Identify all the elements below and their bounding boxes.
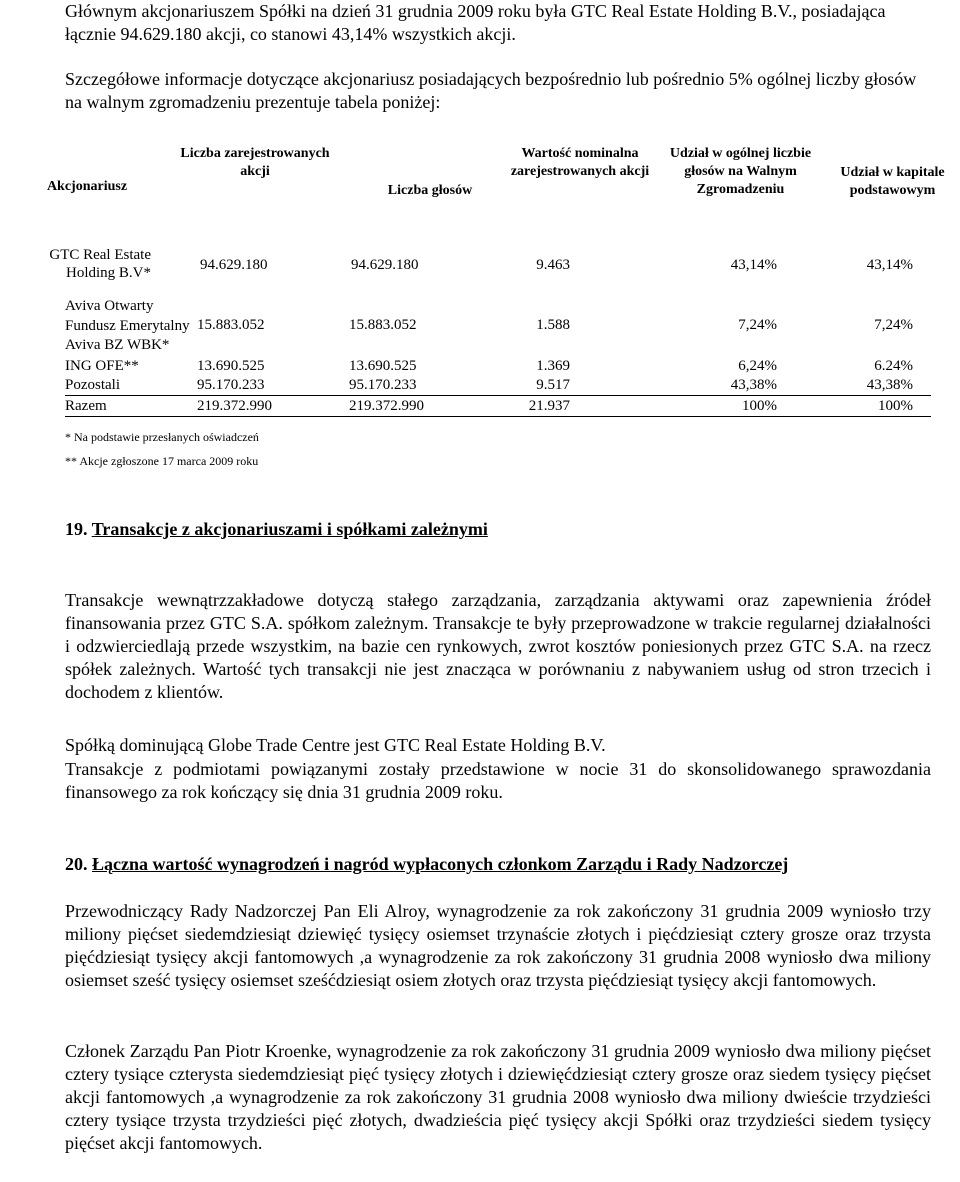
cell-vote-share: 43,38% [730, 377, 777, 393]
section-19-paragraph-1: Transakcje wewnątrzzakładowe dotyczą stałego zarządzania, zarządzania aktywami oraz zapewnienia źródeł finansowania przez GTC S.A. spółkom zależnym. Transakcje te były przeprowadzone w trakcie regularnej działalności i odzwierciedlają przede wszystkim, na bazie cen rynkowych, zwrot kosztów poniesionych przez GTC S.A. na rzecz spółek zależnych. Wartość tych transakcji nie jest znacząca w porównaniu z nabywaniem usług od stron trzecich i dochodem z klientów. [65, 590, 931, 702]
cell-nominal: 1.369 [536, 358, 570, 374]
header-shares: Liczba zarejestrowanych akcji [180, 146, 330, 179]
cell-capital-share: 7,24% [874, 317, 913, 333]
cell-vote-share: 6,24% [738, 358, 777, 374]
intro-paragraph-2: Szczegółowe informacje dotyczące akcjonariusz posiadających bezpośrednio lub pośrednio 5% ogólnej liczby głosów na walnym zgromadzeniu prezentuje tabela poniżej: [65, 69, 917, 112]
cell-nominal: 1.588 [536, 317, 570, 333]
table-rule [65, 416, 931, 417]
cell-vote-share: 100% [742, 398, 777, 414]
cell-vote-share: 7,24% [738, 317, 777, 333]
header-holder: Akcjonariusz [46, 179, 128, 194]
cell-nominal: 21.937 [528, 398, 570, 414]
cell-vote-share: 43,14% [730, 257, 777, 273]
cell-shares: 95.170.233 [197, 377, 265, 393]
cell-holder: Pozostali [65, 377, 120, 393]
cell-shares: 94.629.180 [200, 257, 268, 273]
cell-votes: 94.629.180 [351, 257, 419, 273]
cell-votes: 13.690.525 [349, 358, 417, 374]
section-19-number: 19. [65, 519, 88, 539]
section-19-title: Transakcje z akcjonariuszami i spółkami zależnymi [91, 519, 488, 539]
header-capital-share: Udział w kapitale podstawowym [840, 165, 945, 198]
cell-capital-share: 100% [878, 398, 913, 414]
section-20-title: Łączna wartość wynagrodzeń i nagród wypłaconych członkom Zarządu i Rady Nadzorczej [92, 854, 789, 874]
section-20-number: 20. [65, 854, 88, 874]
section-19-heading [65, 518, 488, 541]
cell-holder: Aviva Otwarty Fundusz Emerytalny [65, 298, 190, 334]
table-rule [65, 395, 931, 396]
cell-votes: 15.883.052 [349, 317, 417, 333]
cell-holder: GTC Real Estate Holding B.V* [49, 247, 151, 281]
cell-capital-share: 6.24% [874, 358, 913, 374]
cell-capital-share: 43,14% [866, 257, 913, 273]
cell-nominal: 9.463 [536, 257, 570, 273]
cell-capital-share: 43,38% [866, 377, 913, 393]
cell-holder: Razem [65, 398, 107, 414]
section-19-paragraph-3: Transakcje z podmiotami powiązanymi zostały przedstawione w nocie 31 do skonsolidowanego sprawozdania finansowego za rok kończący się dnia 31 grudnia 2009 roku. [65, 759, 931, 802]
intro-paragraph-1: Głównym akcjonariuszem Spółki na dzień 31 grudnia 2009 roku była GTC Real Estate Holding B.V., posiadająca łącznie 94.629.180 akcji, co stanowi 43,14% wszystkich akcji. [65, 1, 886, 44]
footnote-2: ** Akcje zgłoszone 17 marca 2009 roku [65, 454, 259, 468]
header-votes: Liczba głosów [387, 183, 473, 198]
shareholder-table [49, 145, 931, 415]
section-19-paragraph-2: Spółką dominującą Globe Trade Centre jest GTC Real Estate Holding B.V. [65, 735, 606, 755]
cell-shares: 15.883.052 [197, 317, 265, 333]
header-vote-share: Udział w ogólnej liczbie głosów na Walnym Zgromadzeniu [669, 146, 812, 197]
header-nominal: Wartość nominalna zarejestrowanych akcji [510, 146, 650, 179]
cell-votes: 219.372.990 [349, 398, 424, 414]
footnote-1: * Na podstawie przesłanych oświadczeń [65, 430, 259, 444]
cell-shares: 13.690.525 [197, 358, 265, 374]
cell-nominal: 9.517 [536, 377, 570, 393]
cell-holder: Aviva BZ WBK* ING OFE** [65, 337, 170, 374]
cell-votes: 95.170.233 [349, 377, 417, 393]
section-20-paragraph-1: Przewodniczący Rady Nadzorczej Pan Eli Alroy, wynagrodzenie za rok zakończony 31 grudnia 2009 wyniosło trzy miliony pięćset siedemdziesiąt dziewięć tysięcy osiemset trzynaście złotych i pięćdziesiąt cztery grosze oraz trzysta pięćdziesiąt tysięcy akcji fantomowych ,a wynagrodzenie za rok zakończony 31 grudnia 2008 wyniosło dwa miliony osiemset sześć tysięcy osiemset sześćdziesiąt osiem złotych oraz trzysta pięćdziesiąt tysięcy akcji fantomowych. [65, 901, 931, 990]
section-20-heading [65, 853, 788, 876]
cell-shares: 219.372.990 [197, 398, 272, 414]
section-20-paragraph-2: Członek Zarządu Pan Piotr Kroenke, wynagrodzenie za rok zakończony 31 grudnia 2009 wyniosło dwa miliony pięćset cztery tysiące czterysta siedemdziesiąt pięć tysięcy złotych i dziewięćdziesiąt cztery grosze oraz siedem tysięcy pięćset akcji fantomowych ,a wynagrodzenie za rok zakończony 31 grudnia 2008 wyniosło dwa miliony dwieście trzydzieści cztery tysiące trzysta trzydzieści pięć złotych, dwadzieścia pięć tysięcy akcji Spółki oraz trzydzieści siedem tysięcy pięćset akcji fantomowych. [65, 1041, 931, 1153]
